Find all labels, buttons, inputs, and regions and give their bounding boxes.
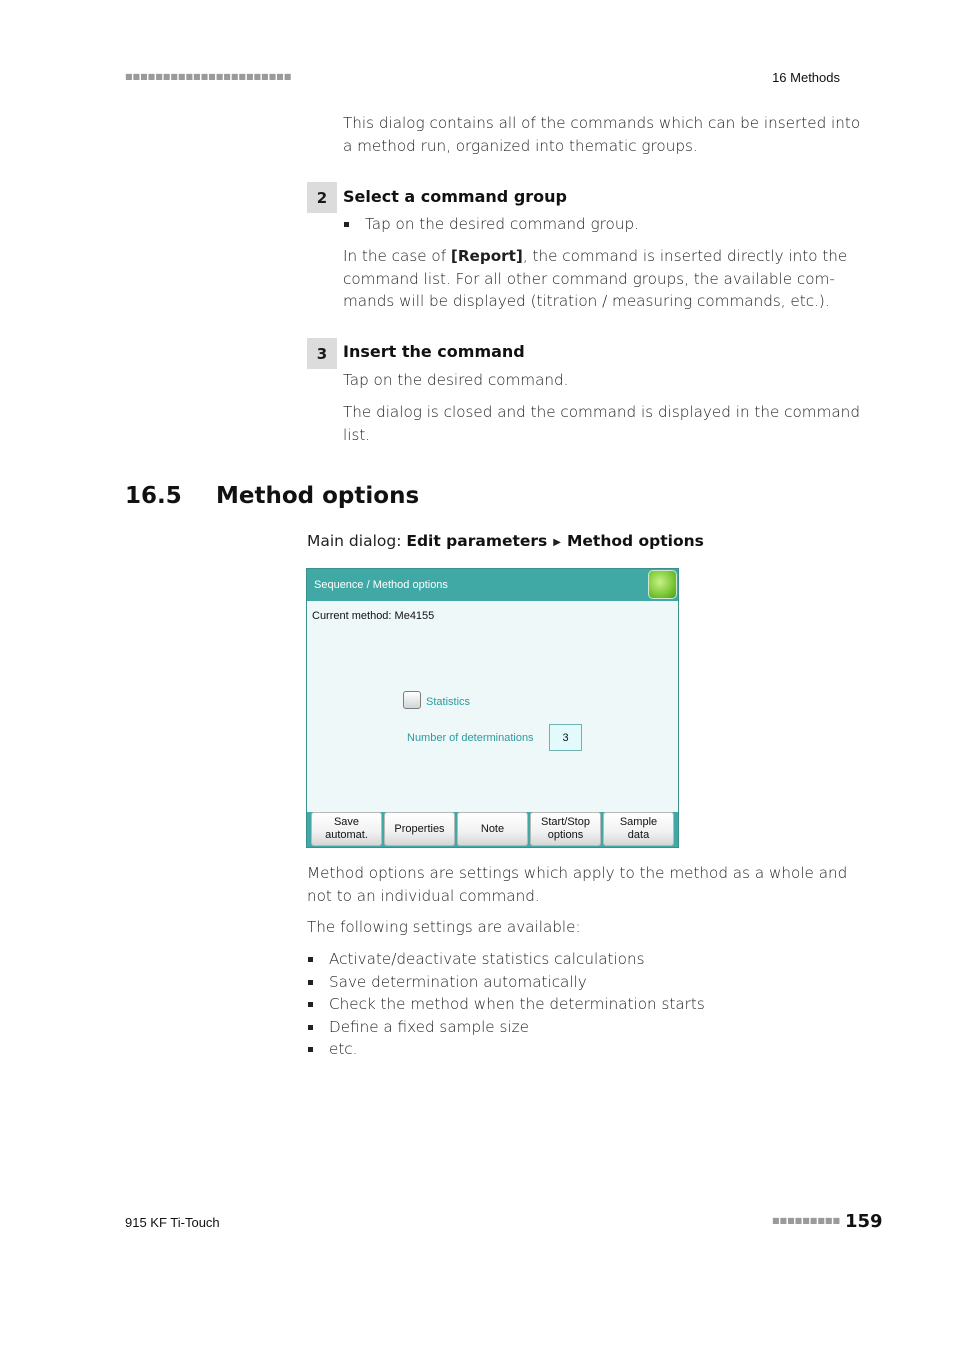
method-options-description: Method options are settings which apply to the method as a whole and not to an individual command. bbox=[307, 864, 848, 905]
sample-data-button[interactable]: Sample data bbox=[603, 812, 674, 846]
step-3-paragraph-2: The dialog is closed and the command is displayed in the command list. bbox=[343, 403, 860, 444]
step-3-paragraph-1: Tap on the desired command. bbox=[343, 371, 569, 389]
list-item: etc. bbox=[329, 1040, 358, 1058]
running-header-chapter: 16 Methods bbox=[772, 70, 840, 85]
list-item: Check the method when the determination starts bbox=[329, 995, 705, 1013]
bullet-icon bbox=[308, 980, 313, 985]
arrow-right-icon: ▶ bbox=[553, 537, 561, 548]
breadcrumb: Main dialog: Edit parameters ▶ Method options bbox=[307, 532, 704, 550]
step-2-number: 2 bbox=[307, 182, 337, 213]
statistics-label[interactable]: Statistics bbox=[426, 696, 471, 708]
step-2-bullet-text: Tap on the desired command group. bbox=[365, 215, 639, 233]
bullet-icon bbox=[308, 957, 313, 962]
step-3-number: 3 bbox=[307, 338, 337, 369]
header-decoration: ■■■■■■■■■■■■■■■■■■■■■■ bbox=[125, 72, 292, 81]
list-item: Define a fixed sample size bbox=[329, 1018, 529, 1036]
step-2-paragraph: In the case of [Report], the command is inserted directly into the command list. For all other command groups, the available com- mands will be displayed (titration / measuring commands, etc.). bbox=[343, 247, 848, 310]
settings-intro: The following settings are available: bbox=[307, 918, 581, 936]
bullet-icon bbox=[344, 222, 349, 227]
footer-product-name: 915 KF Ti-Touch bbox=[125, 1215, 220, 1230]
start-stop-options-button[interactable]: Start/Stop options bbox=[530, 812, 601, 846]
step-2-title: Select a command group bbox=[343, 187, 567, 206]
footer-decoration: ■■■■■■■■■ bbox=[772, 1216, 841, 1225]
step-3-title: Insert the command bbox=[343, 342, 525, 361]
method-options-screen bbox=[306, 568, 679, 848]
statistics-checkbox[interactable] bbox=[403, 691, 421, 709]
screen-title-bar bbox=[307, 569, 678, 601]
screen-title: Sequence / Method options bbox=[314, 579, 448, 591]
section-title: Method options bbox=[216, 483, 420, 509]
number-of-determinations-label: Number of determinations bbox=[407, 732, 534, 744]
page-number: 159 bbox=[845, 1211, 883, 1232]
bullet-icon bbox=[308, 1002, 313, 1007]
section-number: 16.5 bbox=[125, 483, 182, 509]
save-automat-button[interactable]: Save automat. bbox=[311, 812, 382, 846]
intro-paragraph: This dialog contains all of the commands which can be inserted into a method run, organized into thematic groups. bbox=[343, 114, 861, 155]
list-item: Activate/deactivate statistics calculations bbox=[329, 950, 645, 968]
home-button[interactable] bbox=[648, 570, 677, 599]
list-item: Save determination automatically bbox=[329, 973, 587, 991]
bullet-icon bbox=[308, 1047, 313, 1052]
note-button[interactable]: Note bbox=[457, 812, 528, 846]
properties-button[interactable]: Properties bbox=[384, 812, 455, 846]
current-method-label: Current method: Me4155 bbox=[312, 610, 435, 622]
number-of-determinations-field[interactable]: 3 bbox=[549, 724, 582, 751]
bullet-icon bbox=[308, 1025, 313, 1030]
